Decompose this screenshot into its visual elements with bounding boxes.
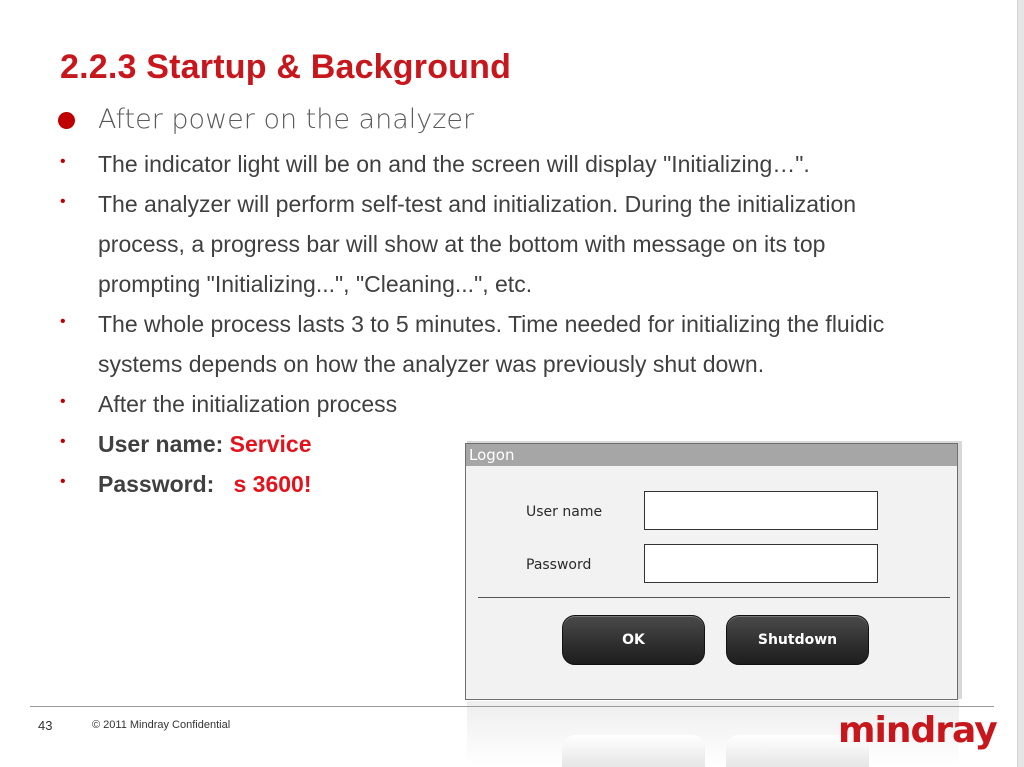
credential-user-value: Service xyxy=(229,431,312,457)
bullet-marker: • xyxy=(60,313,66,330)
page-number: 43 xyxy=(38,718,53,733)
slide-subheading: After power on the analyzer xyxy=(98,104,475,135)
ok-button[interactable]: OK xyxy=(562,615,705,665)
shutdown-button[interactable]: Shutdown xyxy=(726,615,869,665)
bullet-marker: • xyxy=(60,433,66,450)
reflection-ok-button xyxy=(562,735,705,767)
bullet-dot-icon xyxy=(58,112,75,129)
logon-dialog xyxy=(465,443,958,700)
bullet-text: The analyzer will perform self-test and initialization. During the initialization xyxy=(98,191,857,217)
bullet-marker: • xyxy=(60,193,66,210)
bullet-text: The indicator light will be on and the screen will display "Initializing…". xyxy=(98,151,810,177)
bullet-text: prompting "Initializing...", "Cleaning...", etc. xyxy=(98,271,533,297)
credential-password-line xyxy=(98,464,312,504)
bullet-marker: • xyxy=(60,153,66,170)
credential-user-label: User name: xyxy=(98,431,230,457)
user-name-input[interactable] xyxy=(644,491,878,530)
password-input[interactable] xyxy=(644,544,878,583)
credential-password-label: Password: xyxy=(98,471,234,497)
bullet-text: process, a progress bar will show at the bottom with message on its top xyxy=(98,231,826,257)
mindray-logo: mindray xyxy=(838,710,997,751)
bullet-text: systems depends on how the analyzer was previously shut down. xyxy=(98,351,765,377)
bullet-marker: • xyxy=(60,473,66,490)
footer-divider xyxy=(30,706,994,707)
slide-right-edge xyxy=(1017,0,1024,767)
user-name-label: User name xyxy=(526,504,603,520)
credential-password-value: s 3600! xyxy=(233,471,312,497)
bullet-text: After the initialization process xyxy=(98,391,398,417)
dialog-separator xyxy=(478,597,950,598)
dialog-title: Logon xyxy=(466,444,957,466)
bullet-text: The whole process lasts 3 to 5 minutes. Time needed for initializing the fluidic xyxy=(98,311,885,337)
slide-title: 2.2.3 Startup & Background xyxy=(60,48,512,86)
credential-user-line xyxy=(98,424,312,464)
copyright-text: © 2011 Mindray Confidential xyxy=(92,719,231,731)
password-label: Password xyxy=(526,557,592,573)
bullet-marker: • xyxy=(60,393,66,410)
